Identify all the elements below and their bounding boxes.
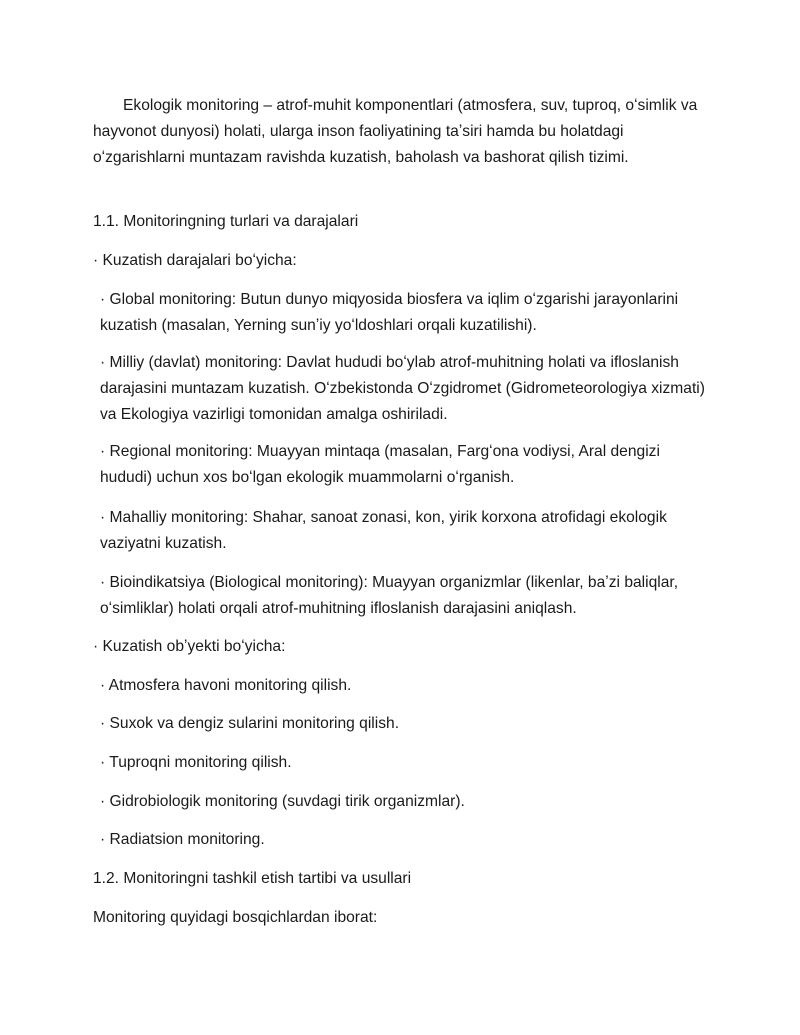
- section-heading-1-2: 1.2. Monitoringni tashkil etish tartibi va usullari: [93, 870, 412, 887]
- list-item-regional: · Regional monitoring: Muayyan mintaqa (masalan, Fargʻona vodiysi, Aral dengizi hududi) uchun xos boʻlgan ekologik muammolarni oʻrganish.: [100, 443, 660, 486]
- list-item-radiation: · Radiatsion monitoring.: [100, 831, 265, 848]
- list-item-atmosphere: · Atmosfera havoni monitoring qilish.: [100, 677, 352, 694]
- list-item-bioindication: · Bioindikatsiya (Biological monitoring): Muayyan organizmlar (likenlar, baʼzi baliqlar, oʻsimliklar) holati orqali atrof-muhitning ifloslanish darajasini aniqlash.: [100, 574, 679, 617]
- levels-heading: · Kuzatish darajalari boʻyicha:: [93, 252, 297, 269]
- list-item-local: · Mahalliy monitoring: Shahar, sanoat zonasi, kon, yirik korxona atrofidagi ekologik vaziyatni kuzatish.: [100, 509, 667, 552]
- objects-heading: · Kuzatish obʼyekti boʻyicha:: [93, 638, 286, 655]
- section-heading-1-1: 1.1. Monitoringning turlari va darajalari: [93, 213, 359, 230]
- intro-paragraph: Ekologik monitoring – atrof-muhit komponentlari (atmosfera, suv, tuproq, oʻsimlik va hayvonot dunyosi) holati, ularga inson faoliyatining taʼsiri hamda bu holatdagi oʻzgarishlarni muntazam ravishda kuzatish, baholash va bashorat qilish tizimi.: [93, 97, 698, 166]
- list-item-soil: · Tuproqni monitoring qilish.: [100, 754, 292, 771]
- list-item-waters: · Suxok va dengiz sularini monitoring qilish.: [100, 715, 400, 732]
- list-item-hydrobiological: · Gidrobiologik monitoring (suvdagi tirik organizmlar).: [100, 793, 465, 810]
- closing-paragraph: Monitoring quyidagi bosqichlardan iborat:: [93, 909, 378, 926]
- list-item-national: · Milliy (davlat) monitoring: Davlat hududi boʻylab atrof-muhitning holati va ifloslanish darajasini muntazam kuzatish. Oʻzbekistonda Oʻzgidromet (Gidrometeorologiya xizmati) va Ekologiya vazirligi tomonidan amalga oshiriladi.: [100, 354, 705, 423]
- list-item-global: · Global monitoring: Butun dunyo miqyosida biosfera va iqlim oʻzgarishi jarayonlarini kuzatish (masalan, Yerning sunʼiy yoʻldoshlari orqali kuzatilishi).: [100, 291, 679, 334]
